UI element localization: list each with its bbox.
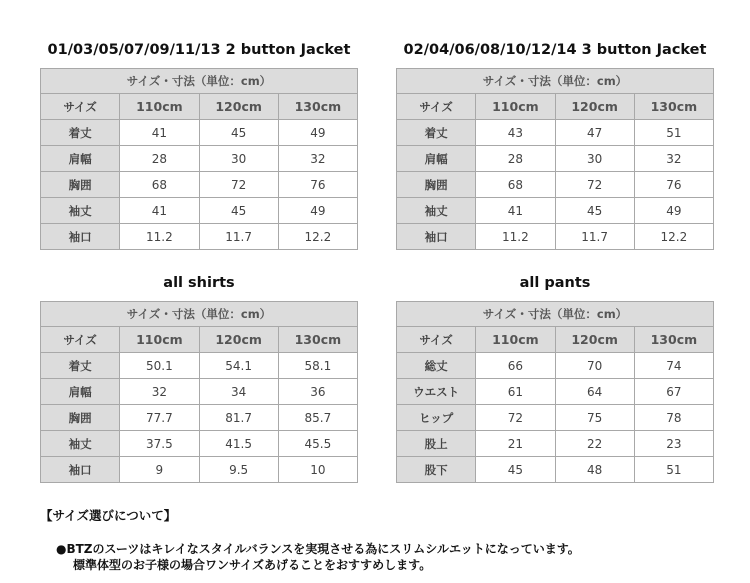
table-row (41, 146, 358, 172)
size-block-2-button-jacket (40, 39, 358, 250)
row-label: 着丈 (397, 120, 476, 146)
table-cell: 9 (120, 457, 199, 483)
table-cell: 45 (199, 120, 278, 146)
size-guide-note (56, 541, 580, 573)
size-table (396, 301, 714, 483)
table-cell: 45 (199, 198, 278, 224)
table-cell: 30 (555, 146, 634, 172)
size-table (40, 301, 358, 483)
table-cell: 72 (476, 405, 555, 431)
table-row (397, 405, 714, 431)
table-cell: 28 (476, 146, 555, 172)
table-cell: 41 (476, 198, 555, 224)
row-label: 胸囲 (41, 172, 120, 198)
table-caption: サイズ・寸法（単位：cm） (41, 69, 358, 94)
table-row (41, 457, 358, 483)
size-block-3-button-jacket (396, 39, 714, 250)
header-cell: サイズ (397, 327, 476, 353)
table-cell: 11.7 (555, 224, 634, 250)
table-cell: 70 (555, 353, 634, 379)
note-line-1: ●BTZのスーツはキレイなスタイルバランスを実現させる為にスリムシルエットになっています。 (56, 542, 580, 556)
table-row (397, 172, 714, 198)
table-cell: 23 (634, 431, 713, 457)
table-cell: 81.7 (199, 405, 278, 431)
table-cell: 74 (634, 353, 713, 379)
table-caption: サイズ・寸法（単位：cm） (41, 302, 358, 327)
table-cell: 41 (120, 120, 199, 146)
table-cell: 12.2 (278, 224, 357, 250)
table-cell: 9.5 (199, 457, 278, 483)
row-label: 着丈 (41, 120, 120, 146)
table-cell: 51 (634, 120, 713, 146)
row-label: 袖丈 (41, 198, 120, 224)
table-cell: 11.2 (120, 224, 199, 250)
table-cell: 41 (120, 198, 199, 224)
table-title: 02/04/06/08/10/12/14 3 button Jacket (403, 42, 707, 58)
table-row (397, 146, 714, 172)
note-line-2: 標準体型のお子様の場合ワンサイズあげることをおすすめします。 (73, 558, 432, 572)
table-cell: 36 (278, 379, 357, 405)
table-cell: 51 (634, 457, 713, 483)
table-row (41, 353, 358, 379)
header-cell: 120cm (199, 327, 278, 353)
table-caption: サイズ・寸法（単位：cm） (397, 302, 714, 327)
size-block-all-shirts (40, 272, 358, 483)
row-label: 股下 (397, 457, 476, 483)
header-cell: 110cm (120, 94, 199, 120)
table-row (41, 405, 358, 431)
table-cell: 43 (476, 120, 555, 146)
table-title: all shirts (163, 275, 235, 291)
row-label: 袖丈 (41, 431, 120, 457)
header-cell: 110cm (120, 327, 199, 353)
table-cell: 41.5 (199, 431, 278, 457)
table-cell: 72 (199, 172, 278, 198)
table-cell: 45.5 (278, 431, 357, 457)
table-cell: 37.5 (120, 431, 199, 457)
table-row (41, 172, 358, 198)
header-cell: サイズ (41, 94, 120, 120)
table-cell: 28 (120, 146, 199, 172)
table-cell: 58.1 (278, 353, 357, 379)
table-cell: 64 (555, 379, 634, 405)
header-cell: 120cm (199, 94, 278, 120)
table-cell: 45 (476, 457, 555, 483)
table-cell: 49 (634, 198, 713, 224)
size-block-all-pants (396, 272, 714, 483)
header-cell: 130cm (278, 327, 357, 353)
table-row (397, 457, 714, 483)
table-row (41, 379, 358, 405)
header-cell: 130cm (634, 94, 713, 120)
table-cell: 47 (555, 120, 634, 146)
table-cell: 61 (476, 379, 555, 405)
header-cell: サイズ (41, 327, 120, 353)
row-label: 肩幅 (41, 146, 120, 172)
size-guide-heading: 【サイズ選びについて】 (40, 508, 177, 523)
row-label: 胸囲 (397, 172, 476, 198)
table-row (41, 198, 358, 224)
table-caption: サイズ・寸法（単位：cm） (397, 69, 714, 94)
header-cell: 120cm (555, 94, 634, 120)
table-cell: 11.7 (199, 224, 278, 250)
table-cell: 32 (120, 379, 199, 405)
row-label: 袖口 (397, 224, 476, 250)
size-table (40, 68, 358, 250)
table-cell: 75 (555, 405, 634, 431)
header-cell: 130cm (278, 94, 357, 120)
table-row (41, 120, 358, 146)
row-label: 袖口 (41, 457, 120, 483)
table-cell: 12.2 (634, 224, 713, 250)
row-label: 胸囲 (41, 405, 120, 431)
row-label: 股上 (397, 431, 476, 457)
table-cell: 78 (634, 405, 713, 431)
row-label: ウエスト (397, 379, 476, 405)
header-cell: 110cm (476, 94, 555, 120)
table-cell: 85.7 (278, 405, 357, 431)
table-title: 01/03/05/07/09/11/13 2 button Jacket (47, 42, 351, 58)
table-cell: 45 (555, 198, 634, 224)
header-cell: サイズ (397, 94, 476, 120)
table-cell: 30 (199, 146, 278, 172)
table-row (397, 224, 714, 250)
table-row (41, 224, 358, 250)
table-cell: 67 (634, 379, 713, 405)
table-row (397, 353, 714, 379)
table-cell: 77.7 (120, 405, 199, 431)
table-cell: 22 (555, 431, 634, 457)
table-cell: 76 (278, 172, 357, 198)
row-label: 肩幅 (397, 146, 476, 172)
size-table (396, 68, 714, 250)
table-title: all pants (519, 275, 591, 291)
table-cell: 32 (634, 146, 713, 172)
table-cell: 11.2 (476, 224, 555, 250)
table-cell: 49 (278, 198, 357, 224)
table-cell: 34 (199, 379, 278, 405)
header-cell: 130cm (634, 327, 713, 353)
table-row (41, 431, 358, 457)
table-cell: 72 (555, 172, 634, 198)
table-cell: 10 (278, 457, 357, 483)
row-label: 袖丈 (397, 198, 476, 224)
table-cell: 68 (120, 172, 199, 198)
table-cell: 32 (278, 146, 357, 172)
table-cell: 50.1 (120, 353, 199, 379)
table-row (397, 120, 714, 146)
table-row (397, 198, 714, 224)
table-cell: 49 (278, 120, 357, 146)
table-cell: 54.1 (199, 353, 278, 379)
table-cell: 66 (476, 353, 555, 379)
table-row (397, 379, 714, 405)
row-label: 袖口 (41, 224, 120, 250)
table-cell: 48 (555, 457, 634, 483)
table-cell: 21 (476, 431, 555, 457)
row-label: 着丈 (41, 353, 120, 379)
table-cell: 76 (634, 172, 713, 198)
row-label: 肩幅 (41, 379, 120, 405)
header-cell: 120cm (555, 327, 634, 353)
table-cell: 68 (476, 172, 555, 198)
header-cell: 110cm (476, 327, 555, 353)
row-label: ヒップ (397, 405, 476, 431)
row-label: 総丈 (397, 353, 476, 379)
table-row (397, 431, 714, 457)
